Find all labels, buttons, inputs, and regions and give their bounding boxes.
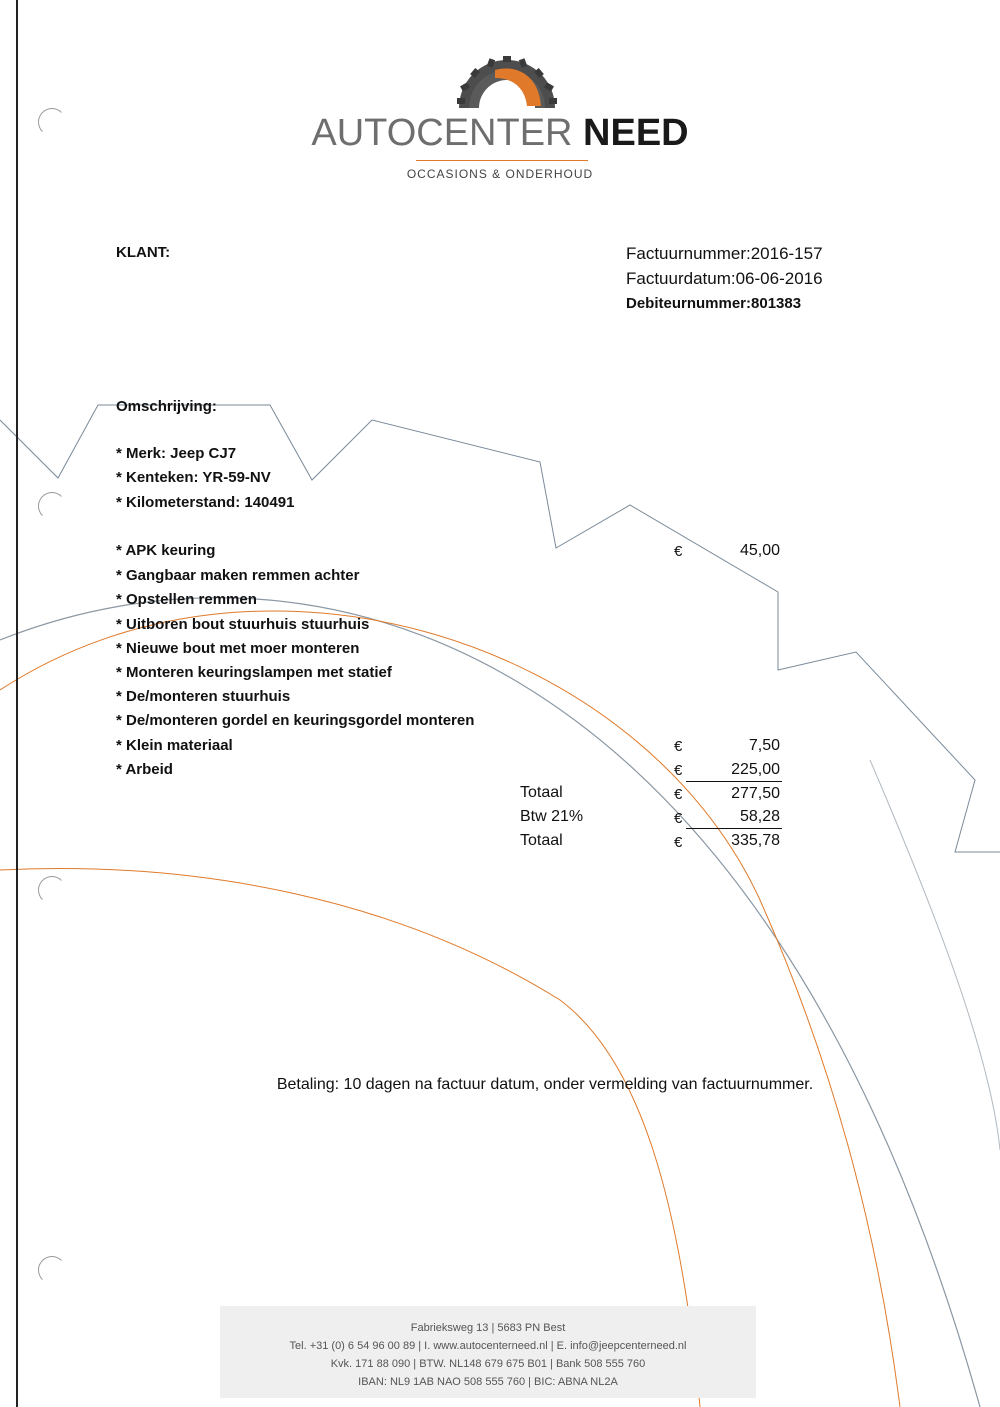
invoice-date: Factuurdatum:06-06-2016: [626, 269, 823, 288]
subtotal-rule: [686, 781, 782, 782]
page-binding-edge: [16, 0, 18, 1407]
footer-contact: Tel. +31 (0) 6 54 96 00 89 | I. www.autocenterneed.nl | E. info@jeepcenterneed.nl: [289, 1340, 687, 1352]
orange-arc: [0, 611, 900, 1407]
line-item: * De/monteren gordel en keuringsgordel monteren: [116, 712, 475, 729]
line-item: * Nieuwe bout met moer monteren: [116, 640, 360, 657]
vehicle-plate: * Kenteken: YR-59-NV: [116, 469, 271, 486]
currency-symbol: €: [674, 738, 683, 755]
line-item: * Klein materiaal: [116, 737, 233, 754]
line-item: * Uitboren bout stuurhuis stuurhuis: [116, 616, 370, 633]
footer-address: Fabrieksweg 13 | 5683 PN Best: [410, 1322, 566, 1334]
subtotal-amount: 277,50: [731, 785, 780, 802]
customer-label: KLANT:: [116, 244, 171, 261]
vat-label: Btw 21%: [520, 808, 584, 825]
line-item: * APK keuring: [116, 542, 216, 559]
total-rule: [686, 828, 782, 829]
invoice-number: Factuurnummer:2016-157: [626, 244, 823, 263]
punch-hole: [38, 1256, 66, 1284]
vehicle-brand: * Merk: Jeep CJ7: [116, 445, 237, 462]
company-logo-text: [0, 112, 1000, 155]
currency-symbol: €: [674, 762, 683, 779]
currency-symbol: €: [674, 543, 683, 560]
grand-total-label: Totaal: [520, 832, 563, 849]
total-label: Totaal: [520, 784, 563, 801]
punch-hole: [38, 876, 66, 904]
grand-total-amount: 335,78: [731, 832, 780, 849]
punch-hole: [38, 492, 66, 520]
vehicle-mileage: * Kilometerstand: 140491: [116, 494, 295, 511]
line-amount: 45,00: [739, 542, 780, 559]
payment-terms: Betaling: 10 dagen na factuur datum, onder vermelding van factuurnummer.: [276, 1076, 814, 1093]
line-item: * Monteren keuringslampen met statief: [116, 664, 392, 681]
description-heading: Omschrijving:: [116, 398, 217, 415]
line-amount: 7,50: [748, 737, 780, 754]
footer-registration: Kvk. 171 88 090 | BTW. NL148 679 675 B01 | Bank 508 555 760: [330, 1358, 646, 1370]
tire-icon: [455, 48, 559, 110]
logo-name-bold: NEED: [583, 112, 689, 154]
logo-name-light: AUTOCENTER: [311, 112, 573, 154]
line-item: * De/monteren stuurhuis: [116, 688, 291, 705]
line-item: * Arbeid: [116, 761, 173, 778]
currency-symbol: €: [674, 834, 683, 851]
line-amount: 225,00: [731, 761, 780, 778]
line-item: * Opstellen remmen: [116, 591, 257, 608]
line-item: * Gangbaar maken remmen achter: [116, 567, 360, 584]
debtor-number: Debiteurnummer:801383: [626, 295, 802, 312]
vat-amount: 58,28: [739, 808, 780, 825]
company-footer: [220, 1306, 756, 1398]
logo-divider: [416, 160, 588, 161]
currency-symbol: €: [674, 810, 683, 827]
logo-tagline: OCCASIONS & ONDERHOUD: [406, 167, 594, 181]
currency-symbol: €: [674, 786, 683, 803]
footer-bank: IBAN: NL9 1AB NAO 508 555 760 | BIC: ABNA NL2A: [358, 1376, 618, 1388]
